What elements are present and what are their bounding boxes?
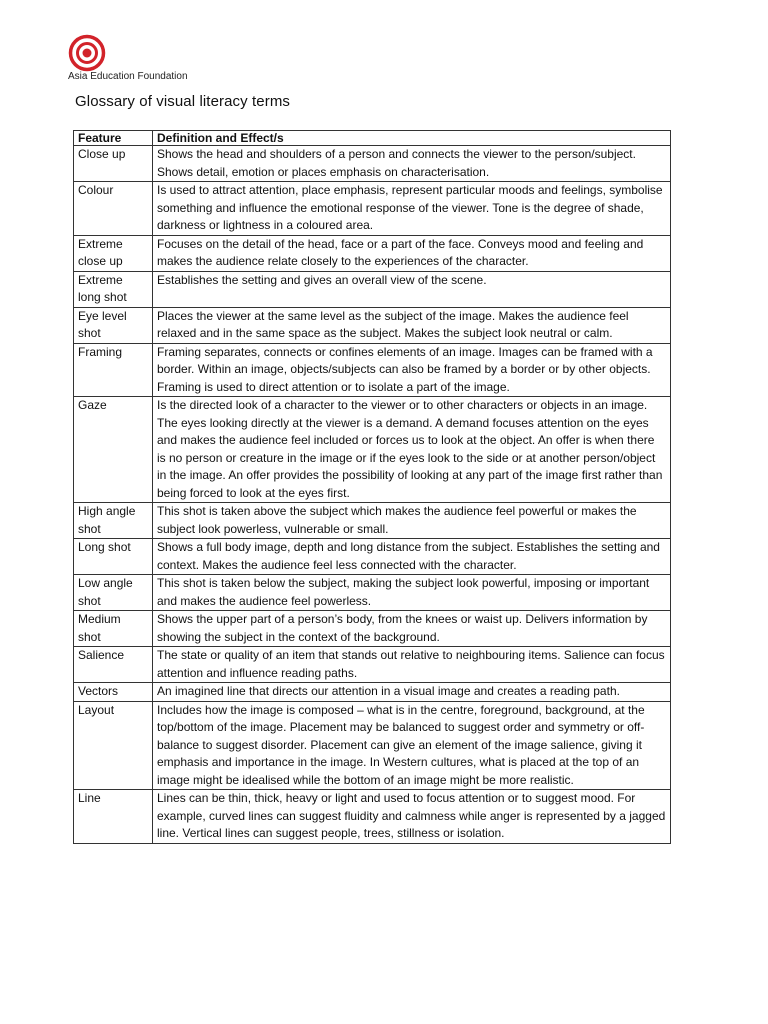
glossary-table bbox=[73, 130, 671, 844]
table-row bbox=[74, 539, 671, 575]
table-row bbox=[74, 182, 671, 236]
definition-cell: The state or quality of an item that stands out relative to neighbouring items. Salience can focus attention and influence reading paths. bbox=[153, 647, 671, 683]
definition-cell: Shows a full body image, depth and long distance from the subject. Establishes the setting and context. Makes the audience feel less connected with the character. bbox=[153, 539, 671, 575]
feature-cell: Eye level shot bbox=[74, 307, 153, 343]
definition-cell: Is the directed look of a character to the viewer or to other characters or objects in an image. The eyes looking directly at the viewer is a demand. A demand focuses attention on the eyes and makes the audience feel included or forces us to look at the object. An offer is when there is no person or creature in the image or if the eyes look to the side or at another person/object in the image. An offer provides the possibility of looking at any part of the image first rather than being forced to look at the eyes first. bbox=[153, 397, 671, 503]
document-title: Glossary of visual literacy terms bbox=[75, 93, 291, 110]
organization-name: Asia Education Foundation bbox=[68, 71, 188, 82]
definition-cell: Is used to attract attention, place emphasis, represent particular moods and feelings, symbolise something and influence the emotional response of the viewer. Tone is the degree of shade, darkness or lightness in a coloured area. bbox=[153, 182, 671, 236]
table-row bbox=[74, 647, 671, 683]
definition-cell: Establishes the setting and gives an overall view of the scene. bbox=[153, 271, 671, 307]
feature-cell: Salience bbox=[74, 647, 153, 683]
feature-cell: Close up bbox=[74, 146, 153, 182]
table-row bbox=[74, 343, 671, 397]
feature-cell: Long shot bbox=[74, 539, 153, 575]
definition-cell: This shot is taken below the subject, making the subject look powerful, imposing or important and makes the audience feel powerless. bbox=[153, 575, 671, 611]
definition-cell: Focuses on the detail of the head, face or a part of the face. Conveys mood and feeling and makes the audience relate closely to the experiences of the character. bbox=[153, 235, 671, 271]
column-header-feature: Feature bbox=[74, 131, 153, 146]
definition-cell: Shows the head and shoulders of a person and connects the viewer to the person/subject. Shows detail, emotion or places emphasis on characterisation. bbox=[153, 146, 671, 182]
feature-cell: Extreme close up bbox=[74, 235, 153, 271]
feature-cell: High angle shot bbox=[74, 503, 153, 539]
table-row bbox=[74, 503, 671, 539]
definition-cell: Places the viewer at the same level as the subject of the image. Makes the audience feel relaxed and in the same space as the subject. Makes the subject look neutral or calm. bbox=[153, 307, 671, 343]
table-row bbox=[74, 683, 671, 702]
feature-cell: Layout bbox=[74, 701, 153, 790]
glossary-table-body bbox=[74, 146, 671, 844]
feature-cell: Low angle shot bbox=[74, 575, 153, 611]
column-header-definition: Definition and Effect/s bbox=[153, 131, 671, 146]
feature-cell: Extreme long shot bbox=[74, 271, 153, 307]
table-row bbox=[74, 611, 671, 647]
definition-cell: Framing separates, connects or confines elements of an image. Images can be framed with a border. Within an image, objects/subjects can also be framed by a border or by other objects. Framing is used to direct attention or to isolate a part of the image. bbox=[153, 343, 671, 397]
definition-cell: Includes how the image is composed – what is in the centre, foreground, background, at the top/bottom of the image. Placement may be balanced to suggest order and symmetry or off-balance to suggest disorder. Placement can give an element of the image salience, giving it emphasis and importance in the image. In Western cultures, what is placed at the top of an image might be idealised while the bottom of an image might be more realistic. bbox=[153, 701, 671, 790]
table-row bbox=[74, 235, 671, 271]
definition-cell: This shot is taken above the subject which makes the audience feel powerful or makes the subject look powerless, vulnerable or small. bbox=[153, 503, 671, 539]
definition-cell: Lines can be thin, thick, heavy or light and used to focus attention or to suggest mood. For example, curved lines can suggest fluidity and calmness while anger is represented by a jagged line. Vertical lines can suggest people, trees, stillness or isolation. bbox=[153, 790, 671, 844]
table-header-row bbox=[74, 131, 671, 146]
feature-cell: Line bbox=[74, 790, 153, 844]
table-row bbox=[74, 307, 671, 343]
table-row bbox=[74, 701, 671, 790]
definition-cell: An imagined line that directs our attention in a visual image and creates a reading path. bbox=[153, 683, 671, 702]
feature-cell: Vectors bbox=[74, 683, 153, 702]
feature-cell: Gaze bbox=[74, 397, 153, 503]
organization-logo bbox=[66, 34, 190, 86]
definition-cell: Shows the upper part of a person’s body, from the knees or waist up. Delivers information by showing the subject in the context of the background. bbox=[153, 611, 671, 647]
table-row bbox=[74, 397, 671, 503]
feature-cell: Colour bbox=[74, 182, 153, 236]
concentric-red-circle-logo-icon bbox=[68, 34, 106, 72]
table-row bbox=[74, 271, 671, 307]
table-row bbox=[74, 146, 671, 182]
table-row bbox=[74, 790, 671, 844]
feature-cell: Framing bbox=[74, 343, 153, 397]
table-row bbox=[74, 575, 671, 611]
feature-cell: Medium shot bbox=[74, 611, 153, 647]
